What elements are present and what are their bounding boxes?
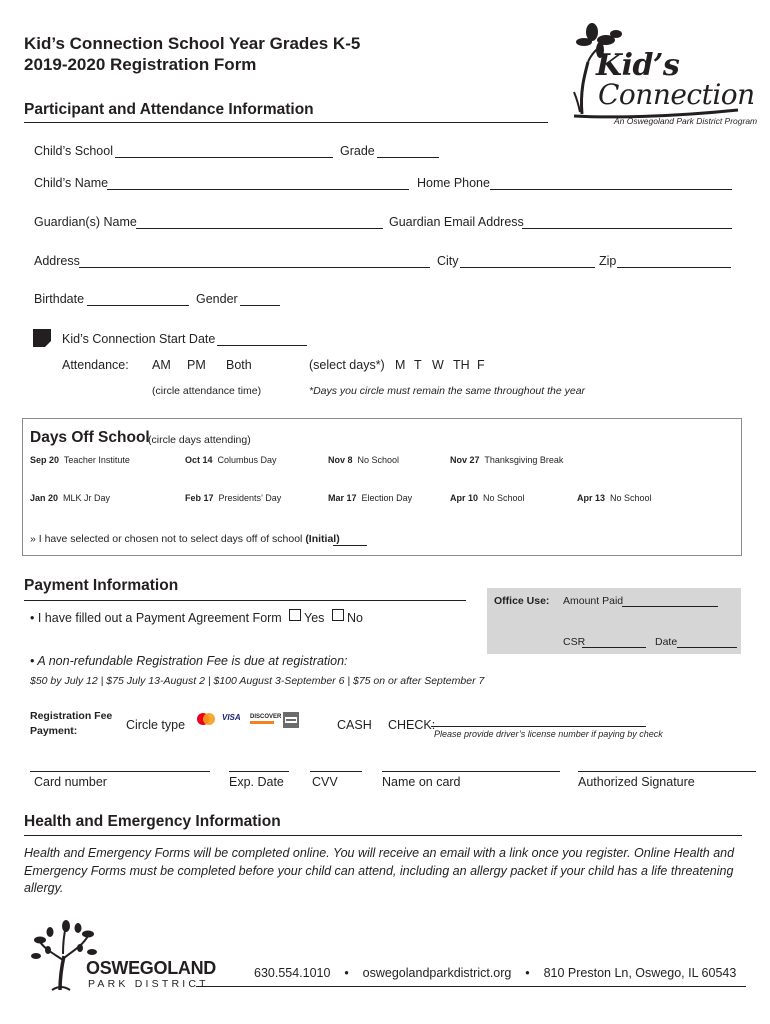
form-title-line1: Kid’s Connection School Year Grades K-5 <box>24 34 361 53</box>
form-title-line2: 2019-2020 Registration Form <box>24 55 257 74</box>
gender-label: Gender <box>196 292 238 306</box>
days-off-subheading: (circle days attending) <box>148 434 251 446</box>
discover-icon[interactable]: DISCOVER <box>250 714 281 724</box>
address-label: Address <box>34 254 80 268</box>
visa-icon[interactable]: VISA <box>222 713 241 722</box>
oswegoland-brand: OSWEGOLAND <box>86 958 216 978</box>
days-off-heading: Days Off School <box>30 429 150 446</box>
exp-date-label: Exp. Date <box>229 775 284 789</box>
zip-field[interactable] <box>617 267 731 268</box>
license-note: Please provide driver’s license number if paying by check <box>434 729 663 739</box>
circle-attendance-note: (circle attendance time) <box>152 385 262 397</box>
payment-agreement-text: • I have filled out a Payment Agreement Form <box>30 611 282 625</box>
cvv-field[interactable] <box>310 771 362 772</box>
attendance-am[interactable]: AM <box>152 358 171 372</box>
amex-icon[interactable] <box>283 712 299 726</box>
footer-address: 810 Preston Ln, Oswego, IL 60543 <box>543 966 737 980</box>
signature-field[interactable] <box>578 771 756 772</box>
cvv-label: CVV <box>312 775 338 789</box>
payment-heading-rule <box>24 600 466 601</box>
guardian-email-field[interactable] <box>522 228 732 229</box>
day-off-item[interactable]: Nov 8 No School <box>328 455 400 465</box>
day-w[interactable]: W <box>432 358 444 372</box>
grade-field[interactable] <box>377 157 439 158</box>
guardian-email-label: Guardian Email Address <box>389 215 524 229</box>
health-heading-rule <box>24 835 742 836</box>
kids-connection-logo <box>570 22 758 127</box>
days-remain-note: *Days you circle must remain the same throughout the year <box>309 385 586 397</box>
card-number-field[interactable] <box>30 771 210 772</box>
check-license-field[interactable] <box>431 726 646 727</box>
attendance-both[interactable]: Both <box>226 358 252 372</box>
logo-kids-text: Kid’s <box>596 48 680 83</box>
csr-field[interactable] <box>582 647 646 648</box>
exp-date-field[interactable] <box>229 771 289 772</box>
day-off-item[interactable]: Feb 17 Presidents’ Day <box>185 493 282 503</box>
day-off-item[interactable]: Oct 14 Columbus Day <box>185 455 277 465</box>
guardian-name-label: Guardian(s) Name <box>34 215 137 229</box>
day-off-item[interactable]: Jan 20 MLK Jr Day <box>30 493 111 503</box>
csr-label: CSR <box>563 636 586 648</box>
footer-rule <box>196 986 746 987</box>
start-date-label: Kid’s Connection Start Date <box>62 332 216 346</box>
footer-phone: 630.554.1010 <box>254 966 331 980</box>
registration-fee-note: • A non-refundable Registration Fee is due at registration: <box>30 654 348 668</box>
select-days-label: (select days*) <box>309 358 385 372</box>
mastercard-icon[interactable] <box>195 712 217 726</box>
footer-contact: 630.554.1010 • oswegolandparkdistrict.org • 810 Preston Ln, Oswego, IL 60543 <box>254 966 737 980</box>
health-paragraph: Health and Emergency Forms will be completed online. You will receive an email with a link once you register. Online Health and Emergency Forms must be completed before your child can attend, including an allergy packet if your child has a life threatening allergy. <box>24 846 735 895</box>
day-f[interactable]: F <box>477 358 485 372</box>
birthdate-label: Birthdate <box>34 292 85 306</box>
amount-paid-field[interactable] <box>622 606 718 607</box>
signature-label: Authorized Signature <box>578 775 695 789</box>
agreement-no-label: No <box>347 611 363 625</box>
day-off-item[interactable]: Nov 27 Thanksgiving Break <box>450 455 564 465</box>
name-on-card-field[interactable] <box>382 771 560 772</box>
registration-fee-payment-label: Registration Fee Payment: <box>30 710 113 737</box>
days-off-initial-line: » I have selected or chosen not to select days off of school (Initial) <box>30 533 340 545</box>
childs-name-label: Child’s Name <box>34 176 109 190</box>
cash-option[interactable]: CASH <box>337 718 372 732</box>
address-field[interactable] <box>79 267 430 268</box>
name-on-card-label: Name on card <box>382 775 461 789</box>
agreement-yes-checkbox[interactable] <box>289 609 301 621</box>
agreement-yes-label: Yes <box>304 611 325 625</box>
attendance-pm[interactable]: PM <box>187 358 206 372</box>
city-label: City <box>437 254 459 268</box>
childs-school-field[interactable] <box>115 157 333 158</box>
day-th[interactable]: TH <box>453 358 470 372</box>
office-date-field[interactable] <box>677 647 737 648</box>
day-off-item[interactable]: Mar 17 Election Day <box>328 493 413 503</box>
attendance-label: Attendance: <box>62 358 129 372</box>
office-use-label: Office Use: <box>494 595 550 607</box>
card-number-label: Card number <box>34 775 107 789</box>
start-date-field[interactable] <box>217 345 307 346</box>
childs-name-field[interactable] <box>107 189 409 190</box>
home-phone-field[interactable] <box>490 189 732 190</box>
amount-paid-label: Amount Paid <box>563 595 624 607</box>
participant-heading-rule <box>24 122 548 123</box>
logo-connection-text: Connection <box>598 78 755 111</box>
days-off-initial-field[interactable] <box>333 545 367 546</box>
fee-schedule: $50 by July 12 | $75 July 13-August 2 | $100 August 3-September 6 | $75 on or after September 7 <box>30 675 485 687</box>
check-option[interactable]: CHECK: <box>388 718 436 732</box>
office-date-label: Date <box>655 636 678 648</box>
day-off-item[interactable]: Sep 20 Teacher Institute <box>30 455 130 465</box>
day-t[interactable]: T <box>414 358 422 372</box>
birthdate-field[interactable] <box>87 305 189 306</box>
zip-label: Zip <box>599 254 617 268</box>
footer-website[interactable]: oswegolandparkdistrict.org <box>362 966 512 980</box>
day-off-item[interactable]: Apr 10 No School <box>450 493 525 503</box>
gender-field[interactable] <box>240 305 280 306</box>
day-off-item[interactable]: Apr 13 No School <box>577 493 652 503</box>
grade-label: Grade <box>340 144 375 158</box>
circle-type-label: Circle type <box>126 718 186 732</box>
payment-heading: Payment Information <box>24 577 179 594</box>
home-phone-label: Home Phone <box>417 176 490 190</box>
agreement-no-checkbox[interactable] <box>332 609 344 621</box>
participant-heading: Participant and Attendance Information <box>24 101 314 118</box>
childs-school-label: Child’s School <box>34 144 113 158</box>
park-district-brand: PARK DISTRICT <box>88 978 209 990</box>
guardian-name-field[interactable] <box>136 228 383 229</box>
bookmark-icon <box>33 329 51 347</box>
city-field[interactable] <box>460 267 595 268</box>
day-m[interactable]: M <box>395 358 406 372</box>
logo-tagline: An Oswegoland Park District Program <box>614 116 758 126</box>
health-heading: Health and Emergency Information <box>24 813 281 830</box>
